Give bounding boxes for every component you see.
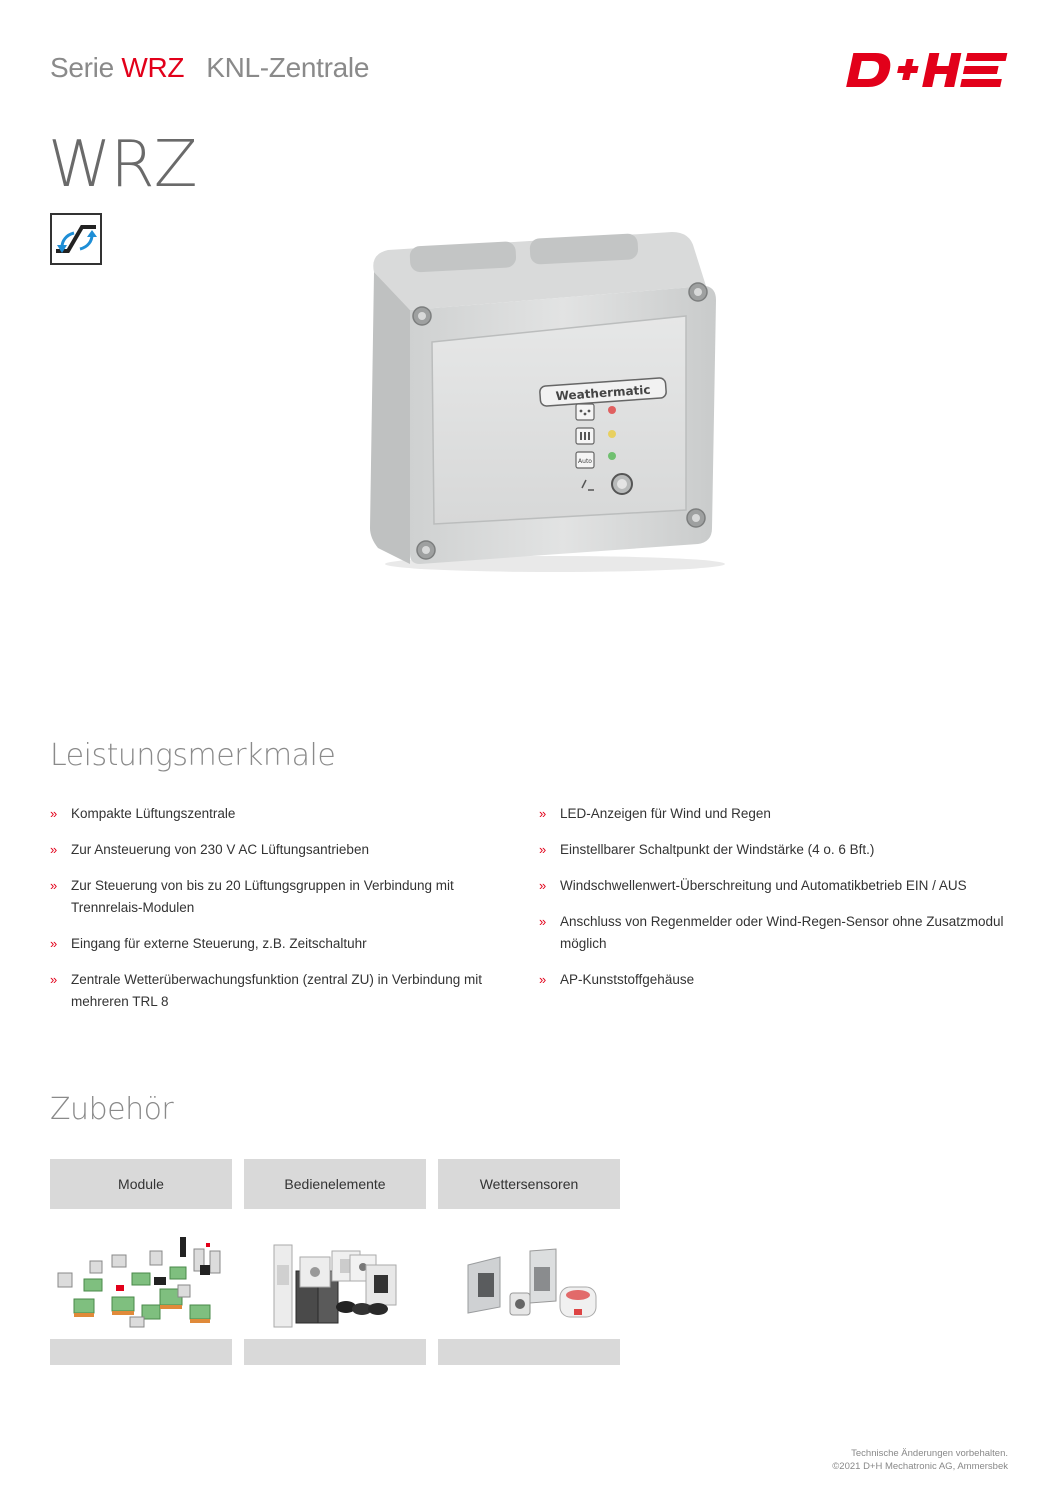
features-list-left — [50, 803, 500, 1027]
bullet-marker: » — [539, 914, 547, 929]
bullet-marker: » — [50, 936, 58, 951]
list-item: » Anschluss von Regenmelder oder Wind-Regen-Sensor ohne Zusatzmodul möglich — [539, 911, 1009, 955]
auto-symbol-text: Auto — [578, 458, 592, 465]
bullet-marker: » — [539, 842, 547, 857]
list-item: » Eingang für externe Steuerung, z.B. Zeitschaltuhr — [50, 933, 500, 955]
accessory-tile-module[interactable] — [50, 1159, 232, 1365]
bullet-marker: » — [539, 972, 547, 987]
tile-label[interactable]: Module — [50, 1159, 232, 1209]
series-name: WRZ — [121, 52, 185, 83]
list-item: » AP-Kunststoffgehäuse — [539, 969, 1009, 991]
series-word: Serie — [50, 52, 114, 83]
series-heading — [50, 52, 369, 84]
accessories-heading: Zubehör — [50, 1092, 174, 1127]
list-item: » Kompakte Lüftungszentrale — [50, 803, 500, 825]
accessory-tile-wettersensoren[interactable] — [438, 1159, 620, 1365]
list-item: » Zur Ansteuerung von 230 V AC Lüftungsantrieben — [50, 839, 500, 861]
controls-product-image — [244, 1209, 426, 1339]
product-label-text: Weathermatic — [555, 382, 651, 404]
list-item: » Windschwellenwert-Überschreitung und Automatikbetrieb EIN / AUS — [539, 875, 1009, 897]
brand-logo — [840, 50, 1008, 90]
features-heading: Leistungsmerkmale — [50, 738, 336, 773]
tile-label[interactable]: Bedienelemente — [244, 1159, 426, 1209]
bullet-marker: » — [539, 806, 547, 821]
ventilation-window-arrows-icon — [50, 213, 102, 265]
list-item: » Zentrale Wetterüberwachungsfunktion (zentral ZU) in Verbindung mit mehreren TRL 8 — [50, 969, 500, 1013]
list-item: » Zur Steuerung von bis zu 20 Lüftungsgruppen in Verbindung mit Trennrelais-Modulen — [50, 875, 500, 919]
bullet-marker: » — [50, 972, 58, 987]
weather-sensors-product-image — [438, 1209, 620, 1339]
tile-label[interactable]: Wettersensoren — [438, 1159, 620, 1209]
category-name: KNL-Zentrale — [206, 52, 370, 83]
bullet-marker: » — [50, 842, 58, 857]
bullet-marker: » — [539, 878, 547, 893]
accessory-tile-bedienelemente[interactable] — [244, 1159, 426, 1365]
footer-line-2: ©2021 D+H Mechatronic AG, Ammersbek — [832, 1461, 1008, 1472]
tile-footer-bar — [50, 1339, 232, 1365]
tile-footer-bar — [244, 1339, 426, 1365]
modules-product-image — [50, 1209, 232, 1339]
bullet-marker: » — [50, 878, 58, 893]
list-item: » Einstellbarer Schaltpunkt der Windstärke (4 o. 6 Bft.) — [539, 839, 1009, 861]
bullet-marker: » — [50, 806, 58, 821]
tile-footer-bar — [438, 1339, 620, 1365]
footer-notice — [832, 1447, 1008, 1473]
list-item: » LED-Anzeigen für Wind und Regen — [539, 803, 1009, 825]
footer-line-1: Technische Änderungen vorbehalten. — [851, 1448, 1008, 1459]
product-image-wrz — [360, 228, 730, 574]
page-title: WRZ — [48, 128, 197, 202]
features-list-right — [539, 803, 1009, 1005]
